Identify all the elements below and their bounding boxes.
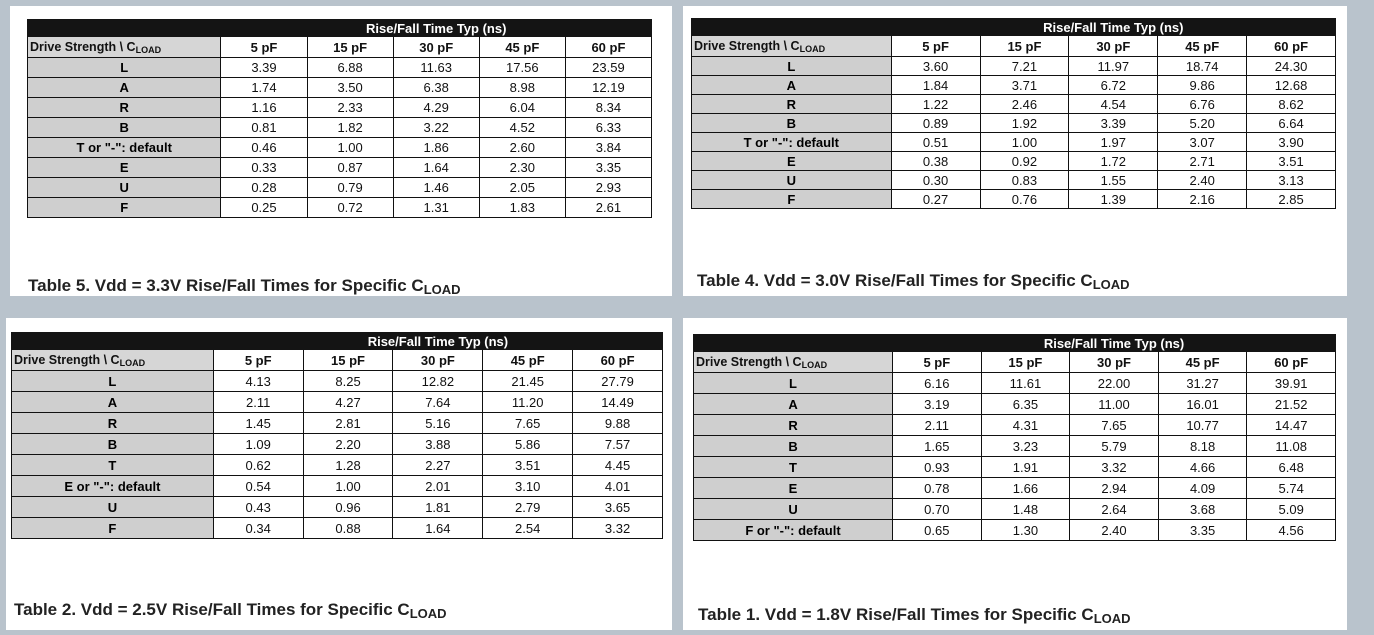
title-blank-cell — [28, 20, 221, 37]
rise-fall-value: 0.38 — [891, 152, 980, 171]
rise-fall-value: 0.89 — [891, 114, 980, 133]
rise-fall-value: 12.19 — [565, 78, 651, 98]
rise-fall-value: 0.54 — [213, 476, 303, 497]
rise-fall-value: 12.82 — [393, 371, 483, 392]
rise-fall-value: 6.72 — [1069, 76, 1158, 95]
rise-fall-value: 3.13 — [1247, 171, 1336, 190]
table-title: Rise/Fall Time Typ (ns) — [221, 20, 652, 37]
rise-fall-value: 1.28 — [303, 455, 393, 476]
rise-fall-value: 8.34 — [565, 98, 651, 118]
rise-fall-value: 4.01 — [573, 476, 663, 497]
rise-fall-value: 4.13 — [213, 371, 303, 392]
rise-fall-value: 2.64 — [1070, 499, 1159, 520]
rise-fall-value: 2.40 — [1158, 171, 1247, 190]
rise-fall-value: 3.68 — [1158, 499, 1247, 520]
rise-fall-value: 1.31 — [393, 198, 479, 218]
rise-fall-value: 4.54 — [1069, 95, 1158, 114]
rise-fall-value: 3.39 — [221, 58, 307, 78]
column-header: 30 pF — [393, 350, 483, 371]
table-title: Rise/Fall Time Typ (ns) — [893, 335, 1336, 352]
drive-strength-label: L — [12, 371, 214, 392]
column-header: 45 pF — [479, 37, 565, 58]
table-title-row — [28, 20, 652, 37]
rise-fall-value: 3.39 — [1069, 114, 1158, 133]
corner-header — [692, 36, 892, 57]
rise-fall-value: 3.19 — [893, 394, 982, 415]
rise-fall-value: 0.46 — [221, 138, 307, 158]
drive-strength-label: L — [692, 57, 892, 76]
table-row — [694, 394, 1336, 415]
rise-fall-value: 0.28 — [221, 178, 307, 198]
rise-fall-value: 2.79 — [483, 497, 573, 518]
column-header: 45 pF — [1158, 36, 1247, 57]
drive-strength-label: A — [28, 78, 221, 98]
rise-fall-value: 1.64 — [393, 518, 483, 539]
table-row — [28, 98, 652, 118]
drive-strength-label: T or "-": default — [692, 133, 892, 152]
column-header: 15 pF — [307, 37, 393, 58]
column-header: 60 pF — [1247, 36, 1336, 57]
drive-strength-label: E — [694, 478, 893, 499]
drive-strength-label: T — [12, 455, 214, 476]
table-caption — [14, 600, 447, 621]
column-header-row — [28, 37, 652, 58]
table-row — [28, 118, 652, 138]
rise-fall-value: 0.72 — [307, 198, 393, 218]
rise-fall-value: 11.20 — [483, 392, 573, 413]
column-header: 5 pF — [213, 350, 303, 371]
rise-fall-value: 3.51 — [483, 455, 573, 476]
rise-fall-value: 4.29 — [393, 98, 479, 118]
column-header: 30 pF — [1070, 352, 1159, 373]
rise-fall-value: 1.86 — [393, 138, 479, 158]
column-header: 5 pF — [221, 37, 307, 58]
table-row — [694, 457, 1336, 478]
drive-strength-label: F — [692, 190, 892, 209]
table-row — [28, 138, 652, 158]
table-row — [692, 114, 1336, 133]
rise-fall-value: 1.45 — [213, 413, 303, 434]
table-caption-text: Table 4. Vdd = 3.0V Rise/Fall Times for Specific C — [697, 271, 1093, 290]
rise-fall-value: 4.45 — [573, 455, 663, 476]
table-row — [694, 436, 1336, 457]
rise-fall-value: 1.82 — [307, 118, 393, 138]
table-row — [692, 95, 1336, 114]
corner-header-subscript: LOAD — [119, 357, 146, 368]
rise-fall-value: 0.27 — [891, 190, 980, 209]
rise-fall-value: 1.92 — [980, 114, 1069, 133]
rise-fall-value: 1.84 — [891, 76, 980, 95]
title-blank-cell — [12, 333, 214, 350]
rise-fall-value: 0.88 — [303, 518, 393, 539]
rise-fall-value: 1.00 — [980, 133, 1069, 152]
rise-fall-value: 14.49 — [573, 392, 663, 413]
column-header-row — [12, 350, 663, 371]
rise-fall-value: 27.79 — [573, 371, 663, 392]
rise-fall-value: 3.35 — [1158, 520, 1247, 541]
rise-fall-value: 4.31 — [981, 415, 1070, 436]
drive-strength-label: B — [12, 434, 214, 455]
column-header: 60 pF — [1247, 352, 1336, 373]
table-row — [28, 198, 652, 218]
rise-fall-value: 24.30 — [1247, 57, 1336, 76]
drive-strength-label: B — [692, 114, 892, 133]
rise-fall-value: 9.86 — [1158, 76, 1247, 95]
rise-fall-value: 3.22 — [393, 118, 479, 138]
table-panel-vdd-3v0 — [683, 6, 1347, 296]
table-row — [12, 455, 663, 476]
title-blank-cell — [692, 19, 892, 36]
table-caption-subscript: LOAD — [409, 606, 447, 621]
rise-fall-value: 11.61 — [981, 373, 1070, 394]
rise-fall-value: 6.64 — [1247, 114, 1336, 133]
rise-fall-value: 3.71 — [980, 76, 1069, 95]
rise-fall-value: 5.09 — [1247, 499, 1336, 520]
corner-header — [28, 37, 221, 58]
rise-fall-value: 3.35 — [565, 158, 651, 178]
rise-fall-value: 2.61 — [565, 198, 651, 218]
table-row — [28, 158, 652, 178]
table-row — [12, 476, 663, 497]
rise-fall-value: 6.33 — [565, 118, 651, 138]
rise-fall-value: 0.92 — [980, 152, 1069, 171]
rise-fall-value: 2.16 — [1158, 190, 1247, 209]
rise-fall-value: 6.35 — [981, 394, 1070, 415]
table-panel-vdd-1v8 — [683, 318, 1347, 630]
corner-header-label: Drive Strength \ C — [694, 38, 800, 53]
rise-fall-value: 3.88 — [393, 434, 483, 455]
rise-fall-value: 2.71 — [1158, 152, 1247, 171]
rise-fall-value: 2.11 — [213, 392, 303, 413]
rise-fall-value: 12.68 — [1247, 76, 1336, 95]
rise-fall-value: 3.10 — [483, 476, 573, 497]
rise-fall-value: 0.87 — [307, 158, 393, 178]
rise-fall-table — [693, 334, 1336, 541]
rise-fall-value: 8.25 — [303, 371, 393, 392]
rise-fall-value: 1.39 — [1069, 190, 1158, 209]
table-row — [12, 434, 663, 455]
title-blank-cell — [694, 335, 893, 352]
table-caption-text: Table 1. Vdd = 1.8V Rise/Fall Times for Specific C — [698, 605, 1094, 624]
table-caption-text: Table 2. Vdd = 2.5V Rise/Fall Times for Specific C — [14, 600, 410, 619]
drive-strength-label: L — [694, 373, 893, 394]
drive-strength-label: E or "-": default — [12, 476, 214, 497]
table-row — [28, 78, 652, 98]
drive-strength-label: T — [694, 457, 893, 478]
rise-fall-value: 5.79 — [1070, 436, 1159, 457]
drive-strength-label: U — [12, 497, 214, 518]
table-row — [694, 499, 1336, 520]
rise-fall-value: 1.64 — [393, 158, 479, 178]
rise-fall-value: 3.32 — [573, 518, 663, 539]
rise-fall-value: 7.65 — [1070, 415, 1159, 436]
rise-fall-value: 1.65 — [893, 436, 982, 457]
corner-header — [694, 352, 893, 373]
table-row — [12, 413, 663, 434]
rise-fall-value: 8.18 — [1158, 436, 1247, 457]
rise-fall-value: 16.01 — [1158, 394, 1247, 415]
drive-strength-label: A — [12, 392, 214, 413]
corner-header-subscript: LOAD — [799, 43, 826, 54]
rise-fall-value: 2.60 — [479, 138, 565, 158]
rise-fall-value: 5.74 — [1247, 478, 1336, 499]
rise-fall-value: 0.33 — [221, 158, 307, 178]
table-row — [694, 415, 1336, 436]
rise-fall-table — [27, 19, 652, 218]
rise-fall-value: 1.55 — [1069, 171, 1158, 190]
rise-fall-value: 2.81 — [303, 413, 393, 434]
table-row — [692, 152, 1336, 171]
rise-fall-value: 3.23 — [981, 436, 1070, 457]
rise-fall-value: 3.51 — [1247, 152, 1336, 171]
rise-fall-value: 21.52 — [1247, 394, 1336, 415]
table-row — [692, 171, 1336, 190]
corner-header-label: Drive Strength \ C — [30, 39, 136, 54]
rise-fall-value: 0.93 — [893, 457, 982, 478]
rise-fall-value: 0.30 — [891, 171, 980, 190]
rise-fall-value: 1.97 — [1069, 133, 1158, 152]
rise-fall-value: 4.52 — [479, 118, 565, 138]
rise-fall-value: 3.65 — [573, 497, 663, 518]
rise-fall-value: 2.46 — [980, 95, 1069, 114]
rise-fall-value: 6.48 — [1247, 457, 1336, 478]
column-header: 30 pF — [1069, 36, 1158, 57]
rise-fall-value: 18.74 — [1158, 57, 1247, 76]
rise-fall-value: 11.63 — [393, 58, 479, 78]
rise-fall-value: 0.65 — [893, 520, 982, 541]
rise-fall-value: 0.96 — [303, 497, 393, 518]
corner-header-label: Drive Strength \ C — [14, 352, 120, 367]
corner-header-subscript: LOAD — [801, 359, 828, 370]
rise-fall-value: 1.16 — [221, 98, 307, 118]
rise-fall-value: 0.62 — [213, 455, 303, 476]
rise-fall-value: 7.65 — [483, 413, 573, 434]
rise-fall-value: 1.81 — [393, 497, 483, 518]
column-header: 15 pF — [303, 350, 393, 371]
rise-fall-value: 22.00 — [1070, 373, 1159, 394]
drive-strength-label: F — [28, 198, 221, 218]
table-title-row — [12, 333, 663, 350]
rise-fall-value: 3.32 — [1070, 457, 1159, 478]
table-caption-text: Table 5. Vdd = 3.3V Rise/Fall Times for Specific C — [28, 276, 424, 295]
drive-strength-label: R — [694, 415, 893, 436]
table-row — [692, 57, 1336, 76]
drive-strength-label: E — [692, 152, 892, 171]
rise-fall-value: 5.20 — [1158, 114, 1247, 133]
rise-fall-value: 6.16 — [893, 373, 982, 394]
rise-fall-value: 1.74 — [221, 78, 307, 98]
rise-fall-value: 6.38 — [393, 78, 479, 98]
rise-fall-value: 10.77 — [1158, 415, 1247, 436]
rise-fall-value: 11.97 — [1069, 57, 1158, 76]
table-caption — [28, 276, 461, 297]
rise-fall-value: 3.84 — [565, 138, 651, 158]
table-row — [12, 371, 663, 392]
rise-fall-value: 3.07 — [1158, 133, 1247, 152]
rise-fall-value: 6.76 — [1158, 95, 1247, 114]
rise-fall-value: 2.05 — [479, 178, 565, 198]
drive-strength-label: T or "-": default — [28, 138, 221, 158]
drive-strength-label: U — [694, 499, 893, 520]
rise-fall-value: 8.62 — [1247, 95, 1336, 114]
rise-fall-value: 2.27 — [393, 455, 483, 476]
table-panel-vdd-3v3 — [10, 6, 672, 296]
drive-strength-label: B — [694, 436, 893, 457]
rise-fall-value: 2.85 — [1247, 190, 1336, 209]
rise-fall-value: 1.66 — [981, 478, 1070, 499]
rise-fall-value: 4.56 — [1247, 520, 1336, 541]
rise-fall-value: 21.45 — [483, 371, 573, 392]
rise-fall-value: 1.72 — [1069, 152, 1158, 171]
rise-fall-value: 1.09 — [213, 434, 303, 455]
rise-fall-value: 11.08 — [1247, 436, 1336, 457]
rise-fall-value: 2.30 — [479, 158, 565, 178]
rise-fall-value: 1.48 — [981, 499, 1070, 520]
drive-strength-label: B — [28, 118, 221, 138]
rise-fall-value: 4.66 — [1158, 457, 1247, 478]
rise-fall-value: 1.46 — [393, 178, 479, 198]
rise-fall-value: 1.30 — [981, 520, 1070, 541]
corner-header-label: Drive Strength \ C — [696, 354, 802, 369]
rise-fall-value: 5.86 — [483, 434, 573, 455]
drive-strength-label: R — [12, 413, 214, 434]
rise-fall-value: 0.78 — [893, 478, 982, 499]
rise-fall-value: 4.09 — [1158, 478, 1247, 499]
table-row — [692, 133, 1336, 152]
column-header: 30 pF — [393, 37, 479, 58]
rise-fall-value: 0.79 — [307, 178, 393, 198]
rise-fall-value: 0.25 — [221, 198, 307, 218]
rise-fall-value: 2.01 — [393, 476, 483, 497]
rise-fall-value: 6.88 — [307, 58, 393, 78]
rise-fall-value: 6.04 — [479, 98, 565, 118]
table-row — [12, 518, 663, 539]
rise-fall-value: 0.81 — [221, 118, 307, 138]
column-header-row — [694, 352, 1336, 373]
table-row — [694, 520, 1336, 541]
column-header: 5 pF — [891, 36, 980, 57]
rise-fall-value: 3.50 — [307, 78, 393, 98]
table-caption-subscript: LOAD — [1092, 277, 1130, 292]
rise-fall-value: 9.88 — [573, 413, 663, 434]
table-title: Rise/Fall Time Typ (ns) — [213, 333, 662, 350]
table-row — [694, 478, 1336, 499]
column-header: 45 pF — [1158, 352, 1247, 373]
table-panel-vdd-2v5 — [6, 318, 672, 630]
drive-strength-label: F — [12, 518, 214, 539]
rise-fall-value: 2.11 — [893, 415, 982, 436]
column-header: 15 pF — [980, 36, 1069, 57]
drive-strength-label: A — [694, 394, 893, 415]
drive-strength-label: F or "-": default — [694, 520, 893, 541]
rise-fall-value: 3.60 — [891, 57, 980, 76]
rise-fall-value: 7.21 — [980, 57, 1069, 76]
rise-fall-value: 1.00 — [303, 476, 393, 497]
rise-fall-value: 0.51 — [891, 133, 980, 152]
table-title-row — [692, 19, 1336, 36]
table-row — [692, 190, 1336, 209]
rise-fall-value: 1.00 — [307, 138, 393, 158]
drive-strength-label: E — [28, 158, 221, 178]
table-caption-subscript: LOAD — [423, 282, 461, 297]
rise-fall-value: 23.59 — [565, 58, 651, 78]
table-row — [694, 373, 1336, 394]
rise-fall-value: 2.40 — [1070, 520, 1159, 541]
rise-fall-value: 11.00 — [1070, 394, 1159, 415]
rise-fall-value: 1.22 — [891, 95, 980, 114]
column-header: 60 pF — [573, 350, 663, 371]
rise-fall-value: 2.93 — [565, 178, 651, 198]
rise-fall-value: 0.34 — [213, 518, 303, 539]
column-header: 45 pF — [483, 350, 573, 371]
rise-fall-value: 2.94 — [1070, 478, 1159, 499]
rise-fall-value: 7.64 — [393, 392, 483, 413]
drive-strength-label: R — [692, 95, 892, 114]
table-caption — [698, 605, 1131, 626]
rise-fall-value: 0.43 — [213, 497, 303, 518]
drive-strength-label: U — [692, 171, 892, 190]
corner-header — [12, 350, 214, 371]
rise-fall-value: 0.83 — [980, 171, 1069, 190]
rise-fall-value: 39.91 — [1247, 373, 1336, 394]
rise-fall-value: 2.33 — [307, 98, 393, 118]
corner-header-subscript: LOAD — [135, 44, 162, 55]
rise-fall-value: 2.20 — [303, 434, 393, 455]
table-title-row — [694, 335, 1336, 352]
table-caption — [697, 271, 1130, 292]
table-row — [28, 58, 652, 78]
rise-fall-value: 0.76 — [980, 190, 1069, 209]
rise-fall-table — [691, 18, 1336, 209]
rise-fall-value: 14.47 — [1247, 415, 1336, 436]
drive-strength-label: R — [28, 98, 221, 118]
table-title: Rise/Fall Time Typ (ns) — [891, 19, 1335, 36]
table-row — [692, 76, 1336, 95]
rise-fall-value: 0.70 — [893, 499, 982, 520]
column-header: 15 pF — [981, 352, 1070, 373]
rise-fall-value: 1.91 — [981, 457, 1070, 478]
rise-fall-value: 17.56 — [479, 58, 565, 78]
table-row — [12, 497, 663, 518]
rise-fall-table — [11, 332, 663, 539]
rise-fall-value: 31.27 — [1158, 373, 1247, 394]
table-row — [28, 178, 652, 198]
rise-fall-value: 3.90 — [1247, 133, 1336, 152]
rise-fall-value: 5.16 — [393, 413, 483, 434]
column-header-row — [692, 36, 1336, 57]
table-row — [12, 392, 663, 413]
drive-strength-label: U — [28, 178, 221, 198]
drive-strength-label: L — [28, 58, 221, 78]
rise-fall-value: 1.83 — [479, 198, 565, 218]
rise-fall-value: 8.98 — [479, 78, 565, 98]
table-caption-subscript: LOAD — [1093, 611, 1131, 626]
column-header: 60 pF — [565, 37, 651, 58]
rise-fall-value: 4.27 — [303, 392, 393, 413]
drive-strength-label: A — [692, 76, 892, 95]
column-header: 5 pF — [893, 352, 982, 373]
rise-fall-value: 7.57 — [573, 434, 663, 455]
rise-fall-value: 2.54 — [483, 518, 573, 539]
